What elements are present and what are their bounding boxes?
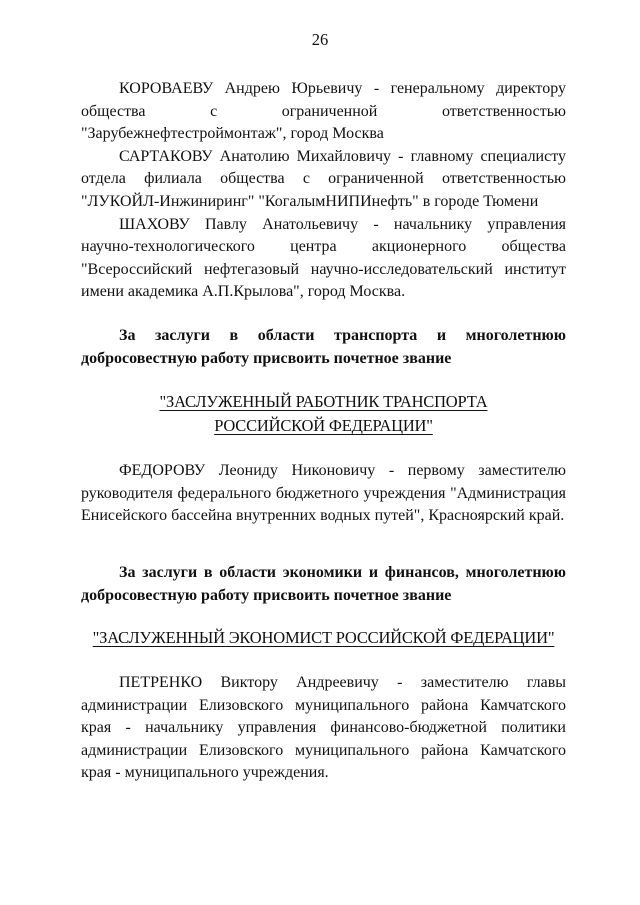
economics-title-text: "ЗАСЛУЖЕННЫЙ ЭКОНОМИСТ РОССИЙСКОЙ ФЕДЕРАЦИИ" [92, 628, 555, 648]
award-paragraph-shakhov: ШАХОВУ Павлу Анатольевичу - начальнику управления научно-технологического центра акционерного общества "Всероссийский нефтегазовый научно-исследовательский институт имени академика А.П.Крылова", город Москва. [81, 215, 566, 301]
award-paragraph-korovaev: КОРОВАЕВУ Андрею Юрьевичу - генеральному директору общества с ограниченной ответственностью "Зарубежнефтестроймонтаж", город Москва [81, 80, 566, 143]
award-paragraph-sartakov: САРТАКОВУ Анатолию Михайловичу - главному специалисту отдела филиала общества с ограниченной ответственностью "ЛУКОЙЛ-Инжиниринг" "КогалымНИПИнефть" в городе Тюмени [81, 147, 566, 210]
transport-title [81, 390, 566, 414]
transport-title-2 [81, 414, 566, 438]
page-number: 26 [311, 30, 329, 49]
award-paragraph-fedorov: ФЕДОРОВУ Леониду Никоновичу - первому заместителю руководителя федерального бюджетного учреждения "Администрация Енисейского бассейна внутренних водных путей", Красноярский край. [81, 462, 566, 525]
economics-section-intro: За заслуги в области экономики и финансов, многолетнюю добросовестную работу присвоить почетное звание [81, 563, 566, 604]
transport-title-line1: "ЗАСЛУЖЕННЫЙ РАБОТНИК ТРАНСПОРТА [159, 392, 488, 412]
economics-title [81, 626, 566, 650]
document-body [81, 78, 566, 785]
award-paragraph-petrenko: ПЕТРЕНКО Виктору Андреевичу - заместителю главы администрации Елизовского муниципального района Камчатского края - начальнику управления финансово-бюджетной политики администрации Елизовского муниципального района Камчатского края - муниципального учреждения. [81, 674, 566, 782]
transport-section-intro: За заслуги в области транспорта и многолетнюю добросовестную работу присвоить почетное звание [81, 326, 566, 367]
transport-title-line2: РОССИЙСКОЙ ФЕДЕРАЦИИ" [214, 416, 433, 436]
